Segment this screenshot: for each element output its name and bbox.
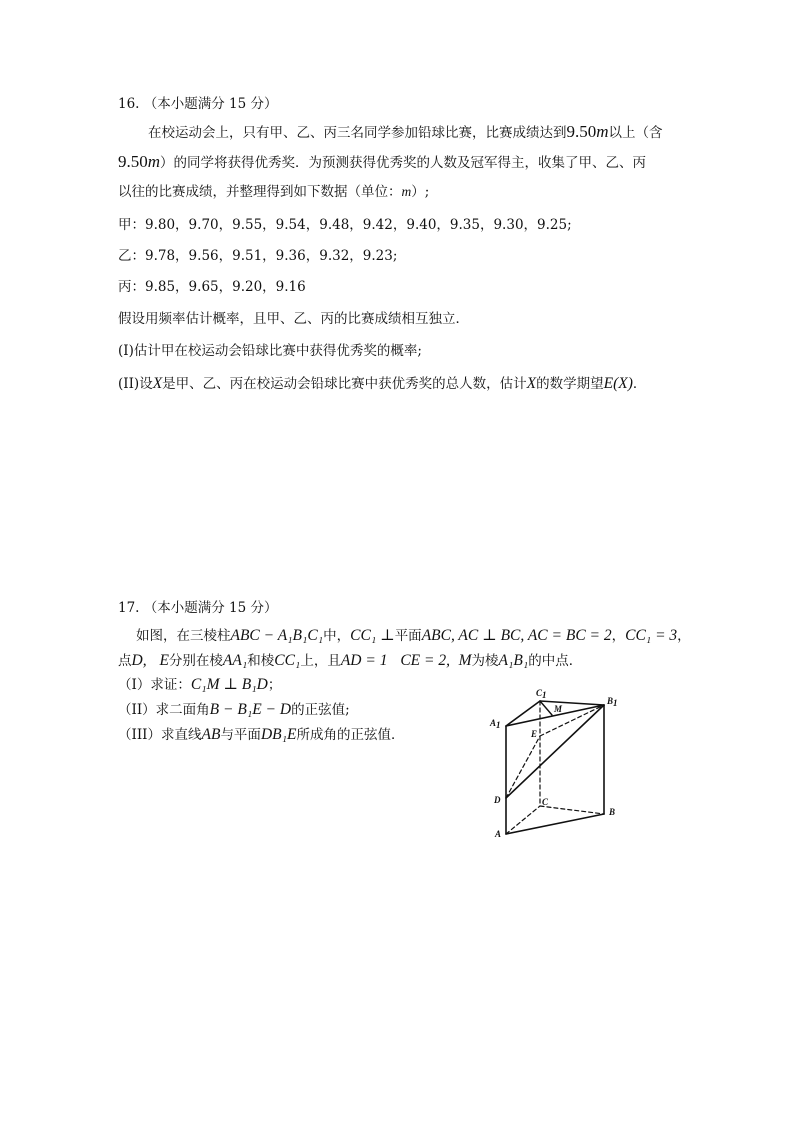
q17-math: C₁M ⊥ B₁D	[190, 676, 268, 693]
q17-text: 和棱	[247, 653, 275, 669]
q17-text: 上，且	[300, 653, 341, 669]
q17-text: （III）求直线	[118, 727, 202, 743]
q17-text: 平面	[394, 628, 422, 644]
q16-unit: m	[596, 122, 609, 141]
q17-text: 的正弦值;	[291, 702, 350, 718]
label-a1: A1	[490, 718, 501, 730]
q16-expectation: E(X)	[603, 375, 633, 392]
q17-math: CC₁ = 3	[625, 627, 678, 644]
label-a: A	[495, 829, 502, 839]
q17-text: 中，	[323, 628, 351, 644]
q17-header: 17. （本小题满分 15 分）	[118, 600, 278, 616]
q16-para2	[118, 152, 646, 173]
q16-text: ）的同学将获得优秀奖．为预测获得优秀奖的人数及冠军得主，收集了甲、乙、丙	[160, 155, 647, 171]
prism-figure	[486, 684, 626, 842]
q16-text: 以往的比赛成绩，并整理得到如下数据（单位：	[118, 184, 402, 200]
q16-unit: m	[401, 184, 412, 199]
q17-math: AB	[201, 726, 221, 743]
q16-text: 以上（含	[608, 125, 663, 141]
q17-text: ，	[611, 628, 626, 644]
q17-text: （I）求证：	[118, 677, 191, 693]
q17-math: B − B₁E − D	[209, 701, 292, 718]
label-e: E	[531, 729, 538, 739]
q17-text: ，	[677, 628, 691, 644]
edge-a-b	[506, 814, 604, 834]
q16-text: ）;	[411, 184, 430, 200]
label-d: D	[494, 795, 501, 805]
q17-math: D,	[131, 652, 147, 669]
q17-text: 点	[118, 653, 132, 669]
q17-part1	[118, 675, 281, 695]
q16-part2	[118, 374, 646, 394]
segment-d-b1	[506, 705, 604, 798]
q16-unit: m	[147, 152, 161, 171]
q17-math: E	[159, 652, 169, 669]
label-c: C	[542, 797, 549, 807]
q17-text: 分别在棱	[168, 653, 223, 669]
q16-var-x: X	[152, 375, 163, 392]
segment-e-b1-hidden	[540, 705, 604, 736]
q16-value: 9.50	[118, 152, 148, 171]
q17-text: （II）求二面角	[118, 702, 210, 718]
q16-text: ．	[632, 376, 647, 392]
q16-header: 16. （本小题满分 15 分）	[118, 96, 278, 112]
q17-math: CE = 2,	[400, 652, 450, 669]
q16-part1: (I)估计甲在校运动会铅球比赛中获得优秀奖的概率;	[118, 343, 422, 359]
q17-text: 所成角的正弦值．	[296, 727, 405, 743]
q16-data-yi: 乙：9.78，9.56，9.51，9.36，9.32，9.23;	[118, 248, 398, 264]
q17-math: A₁B₁	[498, 652, 529, 669]
segment-d-e-hidden	[506, 736, 540, 798]
q16-text: 的数学期望	[536, 376, 604, 392]
q16-para3	[118, 182, 429, 202]
q17-math: AA₁	[222, 652, 248, 669]
label-b: B	[609, 807, 616, 817]
label-m: M	[554, 704, 563, 714]
q17-math: CC₁ ⊥	[350, 627, 395, 644]
segment-c1-m	[540, 701, 552, 715]
q16-data-bing: 丙：9.85，9.65，9.20，9.16	[118, 279, 306, 295]
q16-data-jia: 甲：9.80，9.70，9.55，9.54，9.48，9.42，9.40，9.35，9.30，9.25;	[118, 217, 572, 233]
q16-var-x: X	[526, 375, 537, 392]
edge-c-b-hidden	[540, 806, 604, 814]
q17-text: ；	[267, 677, 282, 693]
q17-math: M	[458, 652, 472, 669]
q17-text: 为棱	[471, 653, 499, 669]
q17-text: 的中点．	[528, 653, 583, 669]
q17-part3	[118, 725, 404, 745]
q17-text: 如图，在三棱柱	[136, 628, 231, 644]
q17-math: DB₁E	[260, 726, 297, 743]
q16-text: 在校运动会上，只有甲、乙、丙三名同学参加铅球比赛，比赛成绩达到	[148, 125, 567, 141]
q17-math: ABC, AC ⊥ BC, AC = BC = 2	[421, 627, 612, 644]
q16-text: 是甲、乙、丙在校运动会铅球比赛中获优秀奖的总人数，估计	[162, 376, 527, 392]
label-c1: C1	[536, 688, 547, 700]
label-b1: B1	[607, 696, 618, 708]
q17-math: AD = 1	[340, 652, 388, 669]
q17-math: CC₁	[274, 652, 301, 669]
q16-assumption: 假设用频率估计概率，且甲、乙、丙的比赛成绩相互独立．	[118, 311, 469, 327]
q17-part2	[118, 700, 350, 720]
q16-text: (II)设	[118, 376, 153, 392]
q17-math: ABC − A₁B₁C₁	[230, 627, 324, 644]
q16-value: 9.50	[566, 122, 597, 141]
q16-para1	[148, 122, 663, 143]
q17-text: 与平面	[220, 727, 261, 743]
q17-line2	[118, 651, 582, 671]
q17-line1	[136, 626, 691, 646]
edge-c1-b1	[540, 701, 604, 705]
